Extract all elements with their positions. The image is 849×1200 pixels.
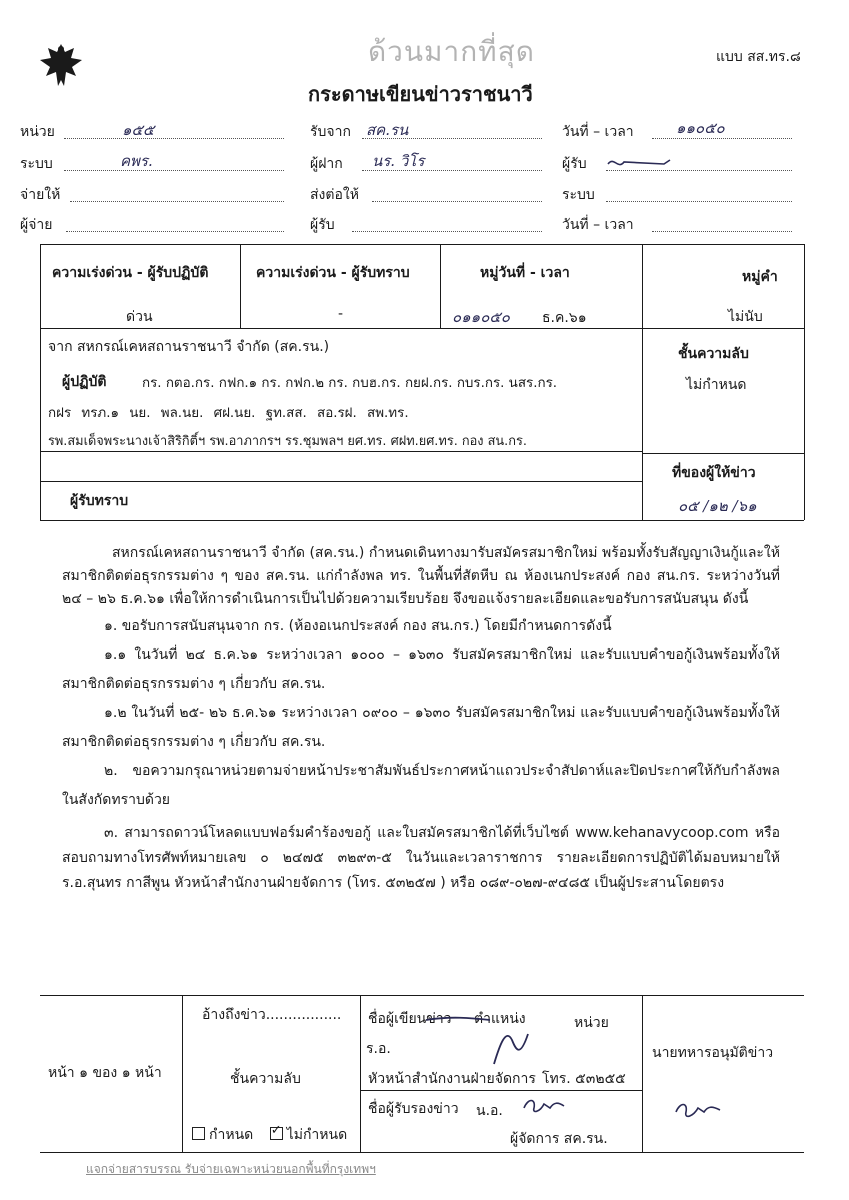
page-count: หน้า ๑ ของ ๑ หน้า [48, 1065, 162, 1081]
page-title: กระดาษเขียนข่าวราชนาวี [308, 82, 533, 106]
footer-secrecy-label: ชั้นความลับ [230, 1071, 301, 1087]
writer-rank: ร.อ. [366, 1041, 391, 1057]
receiver2-label: ผู้รับ [310, 217, 335, 233]
writer-label: ชื่อผู้เขียนข่าว [368, 1011, 452, 1027]
writer-position: หัวหน้าสำนักงานฝ่ายจัดการ [368, 1071, 536, 1087]
writer-position-label: ตำแหน่ง [474, 1011, 526, 1027]
certifier-signature [520, 1094, 570, 1118]
depositor-label: ผู้ฝาก [310, 156, 343, 172]
value-urgency-info: - [338, 306, 344, 322]
receiver-label: ผู้รับ [562, 156, 587, 172]
approver-label: นายทหารอนุมัติข่าว [652, 1045, 774, 1061]
value-month: ธ.ค.๖๑ [542, 310, 587, 326]
pay-to-label: จ่ายให้ [20, 187, 61, 203]
header-urgency-info: ความเร่งด่วน - ผู้รับทราบ [256, 265, 410, 281]
table-top-border [40, 244, 804, 245]
footer-col-3 [642, 995, 643, 1152]
approver-signature [672, 1098, 724, 1124]
writer-signature [420, 1014, 550, 1070]
table-col-2 [440, 244, 441, 328]
garuda-emblem-icon [38, 40, 84, 90]
forward-to-dots [372, 201, 542, 202]
footer-col-1 [182, 995, 183, 1152]
unit-dots [64, 138, 284, 139]
unit-label: หน่วย [20, 124, 55, 140]
system-value: คพร. [120, 152, 153, 170]
from-line: จาก สหกรณ์เคหสถานราชนาวี จำกัด (สค.รน.) [48, 339, 330, 355]
unit-value: ๑๕๕ [122, 121, 155, 139]
value-group-datetime: ๐๑๑๐๕๐ [452, 308, 510, 326]
payer-dots [66, 231, 284, 232]
footer-bottom-border [40, 1152, 804, 1153]
paragraph-4: ๑.๒ ในวันที่ ๒๕- ๒๖ ธ.ค.๖๑ ระหว่างเวลา ๐๙๐๐ – ๑๖๓๐ รับสมัครสมาชิกใหม่ และรับแบบคำขอกู้เงินพร้อมทั้งให้สมาชิกติดต่อธุรกรรมต่าง ๆ เกี่ยวกับ สค.รน. [62, 705, 780, 750]
action-line-3: รพ.สมเด็จพระนางเจ้าสิริกิติ์ฯ รพ.อาภากรฯ รร.ชุมพลฯ ยศ.ทร. ศฝท.ยศ.ทร. กอง สน.กร. [48, 434, 527, 449]
certifier-rank: น.อ. [476, 1103, 503, 1119]
header-word-group: หมู่คำ [742, 269, 778, 285]
value-urgency-action: ด่วน [126, 309, 153, 325]
table-row-originator [642, 453, 804, 454]
datetime-label: วันที่ – เวลา [562, 124, 634, 140]
action-line-2: กฝร ทรภ.๑ นย. พล.นย. ศฝ.นย. ฐท.สส. สอ.รฝ. สพ.ทร. [48, 406, 409, 421]
table-row-from [40, 328, 804, 329]
certifier-label: ชื่อผู้รับรองข่าว [368, 1101, 459, 1117]
header-urgency-action: ความเร่งด่วน - ผู้รับปฏิบัติ [52, 265, 209, 281]
forward-to-label: ส่งต่อให้ [310, 187, 359, 203]
pay-to-dots [70, 201, 284, 202]
paragraph-3: ๑.๑ ในวันที่ ๒๔ ธ.ค.๖๑ ระหว่างเวลา ๑๐๐๐ – ๑๖๓๐ รับสมัครสมาชิกใหม่ และรับแบบคำขอกู้เงินพร้อมทั้งให้สมาชิกติดต่อธุรกรรมต่าง ๆ เกี่ยวกับ สค.รน. [62, 647, 780, 692]
option-unset-label: ไม่กำหนด [286, 1127, 348, 1143]
paragraph-5: ๒. ขอความกรุณาหน่วยตามจ่ายหน้าประชาสัมพันธ์ประกาศหน้าแถวประจำสัปดาห์และปิดประกาศให้กับกำลังพลในสังกัดทราบด้วย [62, 763, 780, 808]
datetime2-dots [652, 231, 792, 232]
certifier-position: ผู้จัดการ สค.รน. [510, 1131, 608, 1147]
table-col-3 [642, 244, 643, 520]
payer-label: ผู้จ่าย [20, 217, 53, 233]
footer-top-border [40, 995, 804, 996]
table-col-1 [240, 244, 241, 328]
system2-dots [606, 201, 792, 202]
header-originator-no: ที่ของผู้ให้ข่าว [672, 465, 756, 481]
writer-tel: โทร. ๕๓๒๕๕ [542, 1071, 626, 1087]
footer-col-2 [360, 995, 361, 1152]
system-label: ระบบ [20, 156, 53, 172]
datetime2-label: วันที่ – เวลา [562, 217, 634, 233]
table-row-action-end [40, 451, 642, 452]
checkbox-unset[interactable] [270, 1127, 283, 1140]
secrecy-options [192, 1124, 347, 1146]
info-label: ผู้รับทราบ [70, 493, 129, 509]
distribution-footnote: แจกจ่ายสารบรรณ รับจ่ายเฉพาะหน่วยนอกพื้นที่กรุงเทพฯ [86, 1162, 376, 1176]
value-originator-no: ๐๕ /๑๒ /๖๑ [678, 497, 757, 515]
received-from-value: สค.รน [366, 121, 409, 139]
table-row-info [40, 481, 642, 482]
receiver2-dots [352, 231, 542, 232]
datetime-value: ๑๑๐๕๐ [676, 119, 725, 137]
option-set-label: กำหนด [209, 1127, 254, 1143]
message-body [62, 542, 780, 896]
reference-field: อ้างถึงข่าว................. [202, 1007, 342, 1023]
paragraph-6: ๓. สามารถดาวน์โหลดแบบฟอร์มคำร้องขอกู้ และใบสมัครสมาชิกได้ที่เว็บไซต์ www.kehanavycoop.com หรือสอบถามทางโทรศัพท์หมายเลข ๐ ๒๔๗๕ ๓๒๙๓-๕ ในวันและเวลาราชการ รายละเอียดการปฏิบัติได้มอบหมายให้ ร.อ.สุนทร กาสีพูน หัวหน้าสำนักงานฝ่ายจัดการ (โทร. ๕๓๒๕๗ ) หรือ ๐๘๙-๐๒๗-๙๔๘๕ เป็นผู้ประสานโดยตรง [62, 825, 780, 891]
table-right-border [804, 244, 805, 520]
value-word-group: ไม่นับ [728, 309, 763, 325]
system-dots [64, 170, 284, 171]
action-line-1: กร. กตอ.กร. กฟก.๑ กร. กฟก.๒ กร. กบฮ.กร. กยฝ.กร. กบร.กร. นสร.กร. [142, 376, 558, 391]
system2-label: ระบบ [562, 187, 595, 203]
action-label: ผู้ปฏิบัติ [62, 374, 107, 390]
footer-row-mid [360, 1090, 642, 1091]
writer-unit-label: หน่วย [574, 1015, 609, 1031]
table-bottom-border [40, 520, 804, 521]
urgency-stamp: ด้วนมากที่สุด [368, 35, 535, 68]
paragraph-1: สหกรณ์เคหสถานราชนาวี จำกัด (สค.รน.) กำหนดเดินทางมารับสมัครสมาชิกใหม่ พร้อมทั้งรับสัญญาเงินกู้และให้สมาชิกติดต่อธุรกรรมต่าง ๆ ของ สค.รน. แก่กำลังพล ทร. ในพื้นที่สัตหีบ ณ ห้องเนกประสงค์ กอง สน.กร. ระหว่างวันที่ ๒๔ – ๒๖ ธ.ค.๖๑ เพื่อให้การดำเนินการเป็นไปด้วยความเรียบร้อย จึงขอแจ้งรายละเอียดและขอรับการสนับสนุน ดังนี้ [62, 545, 780, 607]
header-secrecy: ชั้นความลับ [678, 346, 749, 362]
receiver-scribble [604, 152, 674, 172]
form-code: แบบ สส.ทร.๘ [716, 49, 801, 65]
header-group-datetime: หมู่วันที่ - เวลา [480, 265, 570, 281]
paragraph-2: ๑. ขอรับการสนับสนุนจาก กร. (ห้องอเนกประสงค์ กอง สน.กร.) โดยมีกำหนดการดังนี้ [104, 618, 612, 634]
table-left-border [40, 244, 41, 520]
value-secrecy: ไม่กำหนด [686, 377, 747, 393]
checkbox-set[interactable] [192, 1127, 205, 1140]
received-from-label: รับจาก [310, 124, 351, 140]
depositor-value: นร. วิโร [372, 152, 425, 170]
